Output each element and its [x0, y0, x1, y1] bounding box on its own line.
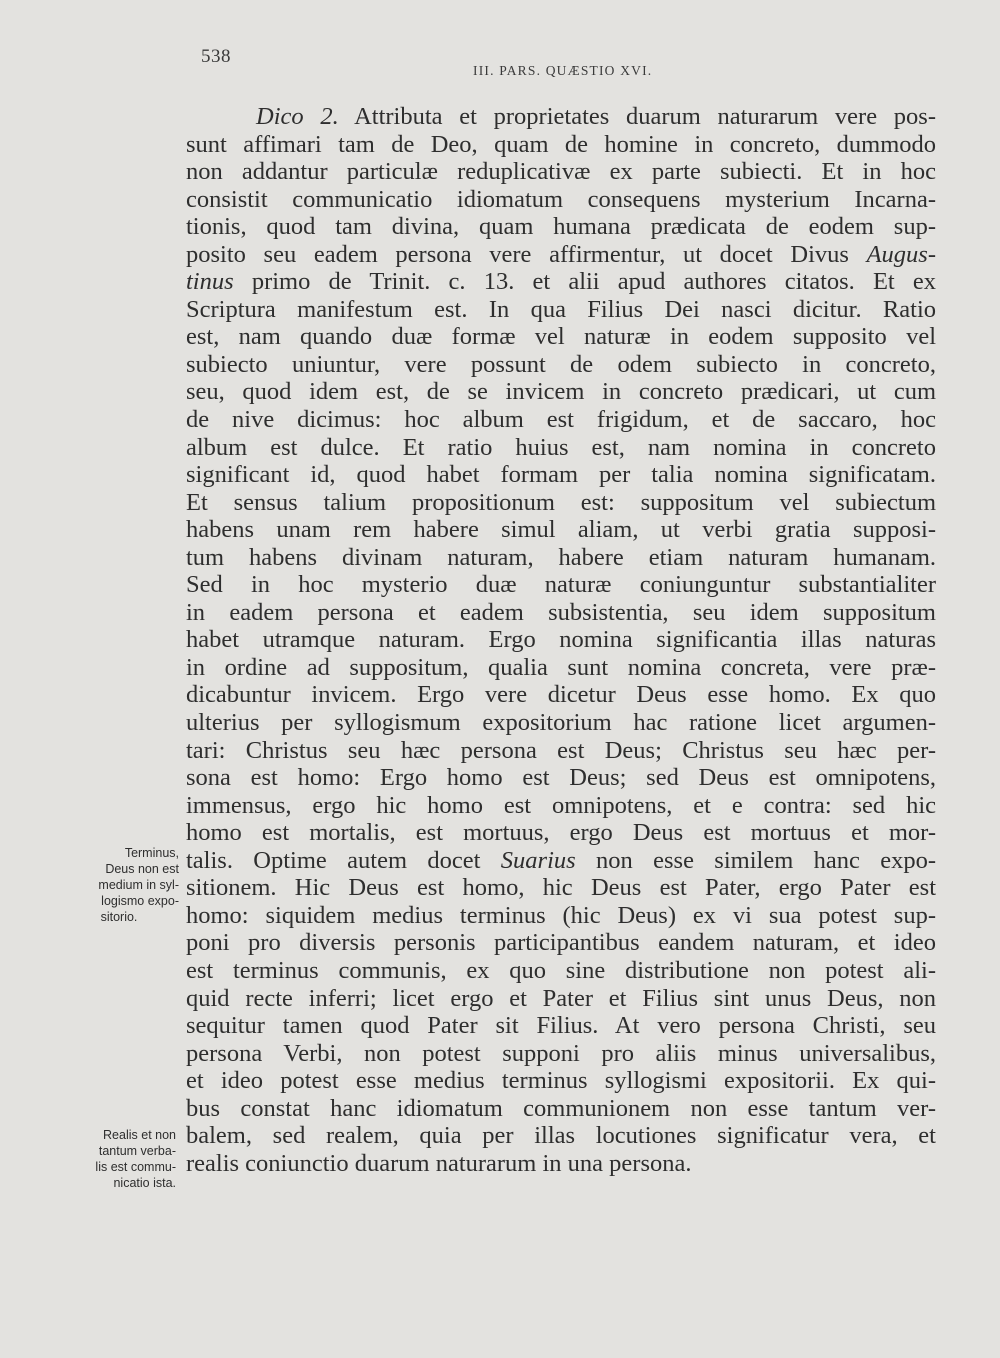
- body-text-line: seu, quod idem est, de se invicem in concreto prædicari, ut cum: [186, 378, 936, 406]
- body-text-line: de nive dicimus: hoc album est frigidum, et de saccaro, hoc: [186, 406, 936, 434]
- body-text-line: consistit communicatio idiomatum consequens mysterium Incarna-: [186, 185, 936, 213]
- body-text-line: bus constat hanc idiomatum communionem non esse tantum ver-: [186, 1094, 936, 1122]
- margin-note-realis: [56, 1127, 176, 1191]
- body-text-line: tionis, quod tam divina, quam humana prædicata de eodem sup-: [186, 213, 936, 241]
- body-text-line: balem, sed realem, quia per illas locutiones significatur vera, et: [186, 1122, 936, 1150]
- margin-note-line: lis est commu-: [95, 1160, 176, 1174]
- margin-note-line: Terminus,: [124, 846, 179, 860]
- body-text-line: persona Verbi, non potest supponi pro aliis minus universalibus,: [186, 1039, 936, 1067]
- body-text-line: non addantur particulæ reduplicativæ ex parte subiecti. Et in hoc: [186, 158, 936, 186]
- body-text-line: immensus, ergo hic homo est omnipotens, et e contra: sed hic: [186, 791, 936, 819]
- body-text-line: posito seu eadem persona vere affirmentur, ut docet Divus Augus-: [186, 240, 936, 268]
- margin-note-line: Deus non est: [105, 862, 179, 876]
- running-head: III. PARS. QUÆSTIO XVI.: [473, 63, 653, 78]
- body-text-line: tum habens divinam naturam, habere etiam naturam humanam.: [186, 543, 936, 571]
- body-text-line: talis. Optime autem docet Suarius non esse similem hanc expo-: [186, 846, 936, 874]
- body-text-line: poni pro diversis personis participantibus eandem naturam, et ideo: [186, 929, 936, 957]
- body-text-line: dicabuntur invicem. Ergo vere dicetur Deus esse homo. Ex quo: [186, 681, 936, 709]
- body-text-line: est terminus communis, ex quo sine distributione non potest ali-: [186, 956, 936, 984]
- body-text-line: quid recte inferri; licet ergo et Pater et Filius sint unus Deus, non: [186, 984, 936, 1012]
- body-text-line: sequitur tamen quod Pater sit Filius. At vero persona Christi, seu: [186, 1012, 936, 1040]
- body-text-line: est, nam quando duæ formæ vel naturæ in eodem supposito vel: [186, 323, 936, 351]
- body-text-line: habet utramque naturam. Ergo nomina significantia illas naturas: [186, 626, 936, 654]
- body-text-line: Scriptura manifestum est. In qua Filius Dei nasci dicitur. Ratio: [186, 295, 936, 323]
- margin-note-line: Realis et non: [103, 1128, 176, 1142]
- margin-note-line: sitorio.: [100, 910, 138, 924]
- body-text-line: in ordine ad suppositum, qualia sunt nomina concreta, vere præ-: [186, 653, 936, 681]
- body-text-line: sunt affimari tam de Deo, quam de homine in concreto, dummodo: [186, 130, 936, 158]
- body-text-line: tari: Christus seu hæc persona est Deus; Christus seu hæc per-: [186, 736, 936, 764]
- body-text-line: Et sensus talium propositionum est: suppositum vel subiectum: [186, 488, 936, 516]
- body-text-line: homo: siquidem medius terminus (hic Deus) ex vi sua potest sup-: [186, 901, 936, 929]
- body-text-line: sitionem. Hic Deus est homo, hic Deus est Pater, ergo Pater est: [186, 874, 936, 902]
- body-text-line: et ideo potest esse medius terminus syllogismi expositorii. Ex qui-: [186, 1067, 936, 1095]
- main-text-block: [186, 103, 936, 1177]
- body-text-line: ulterius per syllogismum expositorium hac ratione licet argumen-: [186, 709, 936, 737]
- margin-note-line: nicatio ista.: [113, 1176, 176, 1190]
- margin-note-line: medium in syl-: [98, 878, 179, 892]
- body-text-line: in eadem persona et eadem subsistentia, seu idem suppositum: [186, 598, 936, 626]
- margin-note-terminus: [59, 845, 179, 925]
- body-text-line: homo est mortalis, est mortuus, ergo Deus est mortuus et mor-: [186, 819, 936, 847]
- body-text-line: subiecto uniuntur, vere possunt de odem subiecto in concreto,: [186, 350, 936, 378]
- body-text-line: Dico 2. Attributa et proprietates duarum naturarum vere pos-: [256, 103, 936, 130]
- body-text-line: tinus primo de Trinit. c. 13. et alii apud authores citatos. Et ex: [186, 268, 936, 296]
- body-text-line: habens unam rem habere simul aliam, ut verbi gratia supposi-: [186, 516, 936, 544]
- page-number: 538: [201, 46, 231, 67]
- body-text-line: significant id, quod habet formam per talia nomina significatam.: [186, 461, 936, 489]
- body-text-line: sona est homo: Ergo homo est Deus; sed Deus est omnipotens,: [186, 764, 936, 792]
- body-text-line: album est dulce. Et ratio huius est, nam nomina in concreto: [186, 433, 936, 461]
- body-text-line: realis coniunctio duarum naturarum in una persona.: [186, 1149, 692, 1177]
- margin-note-line: logismo expo-: [101, 894, 179, 908]
- body-text-line: Sed in hoc mysterio duæ naturæ coniunguntur substantialiter: [186, 571, 936, 599]
- margin-note-line: tantum verba-: [98, 1144, 176, 1158]
